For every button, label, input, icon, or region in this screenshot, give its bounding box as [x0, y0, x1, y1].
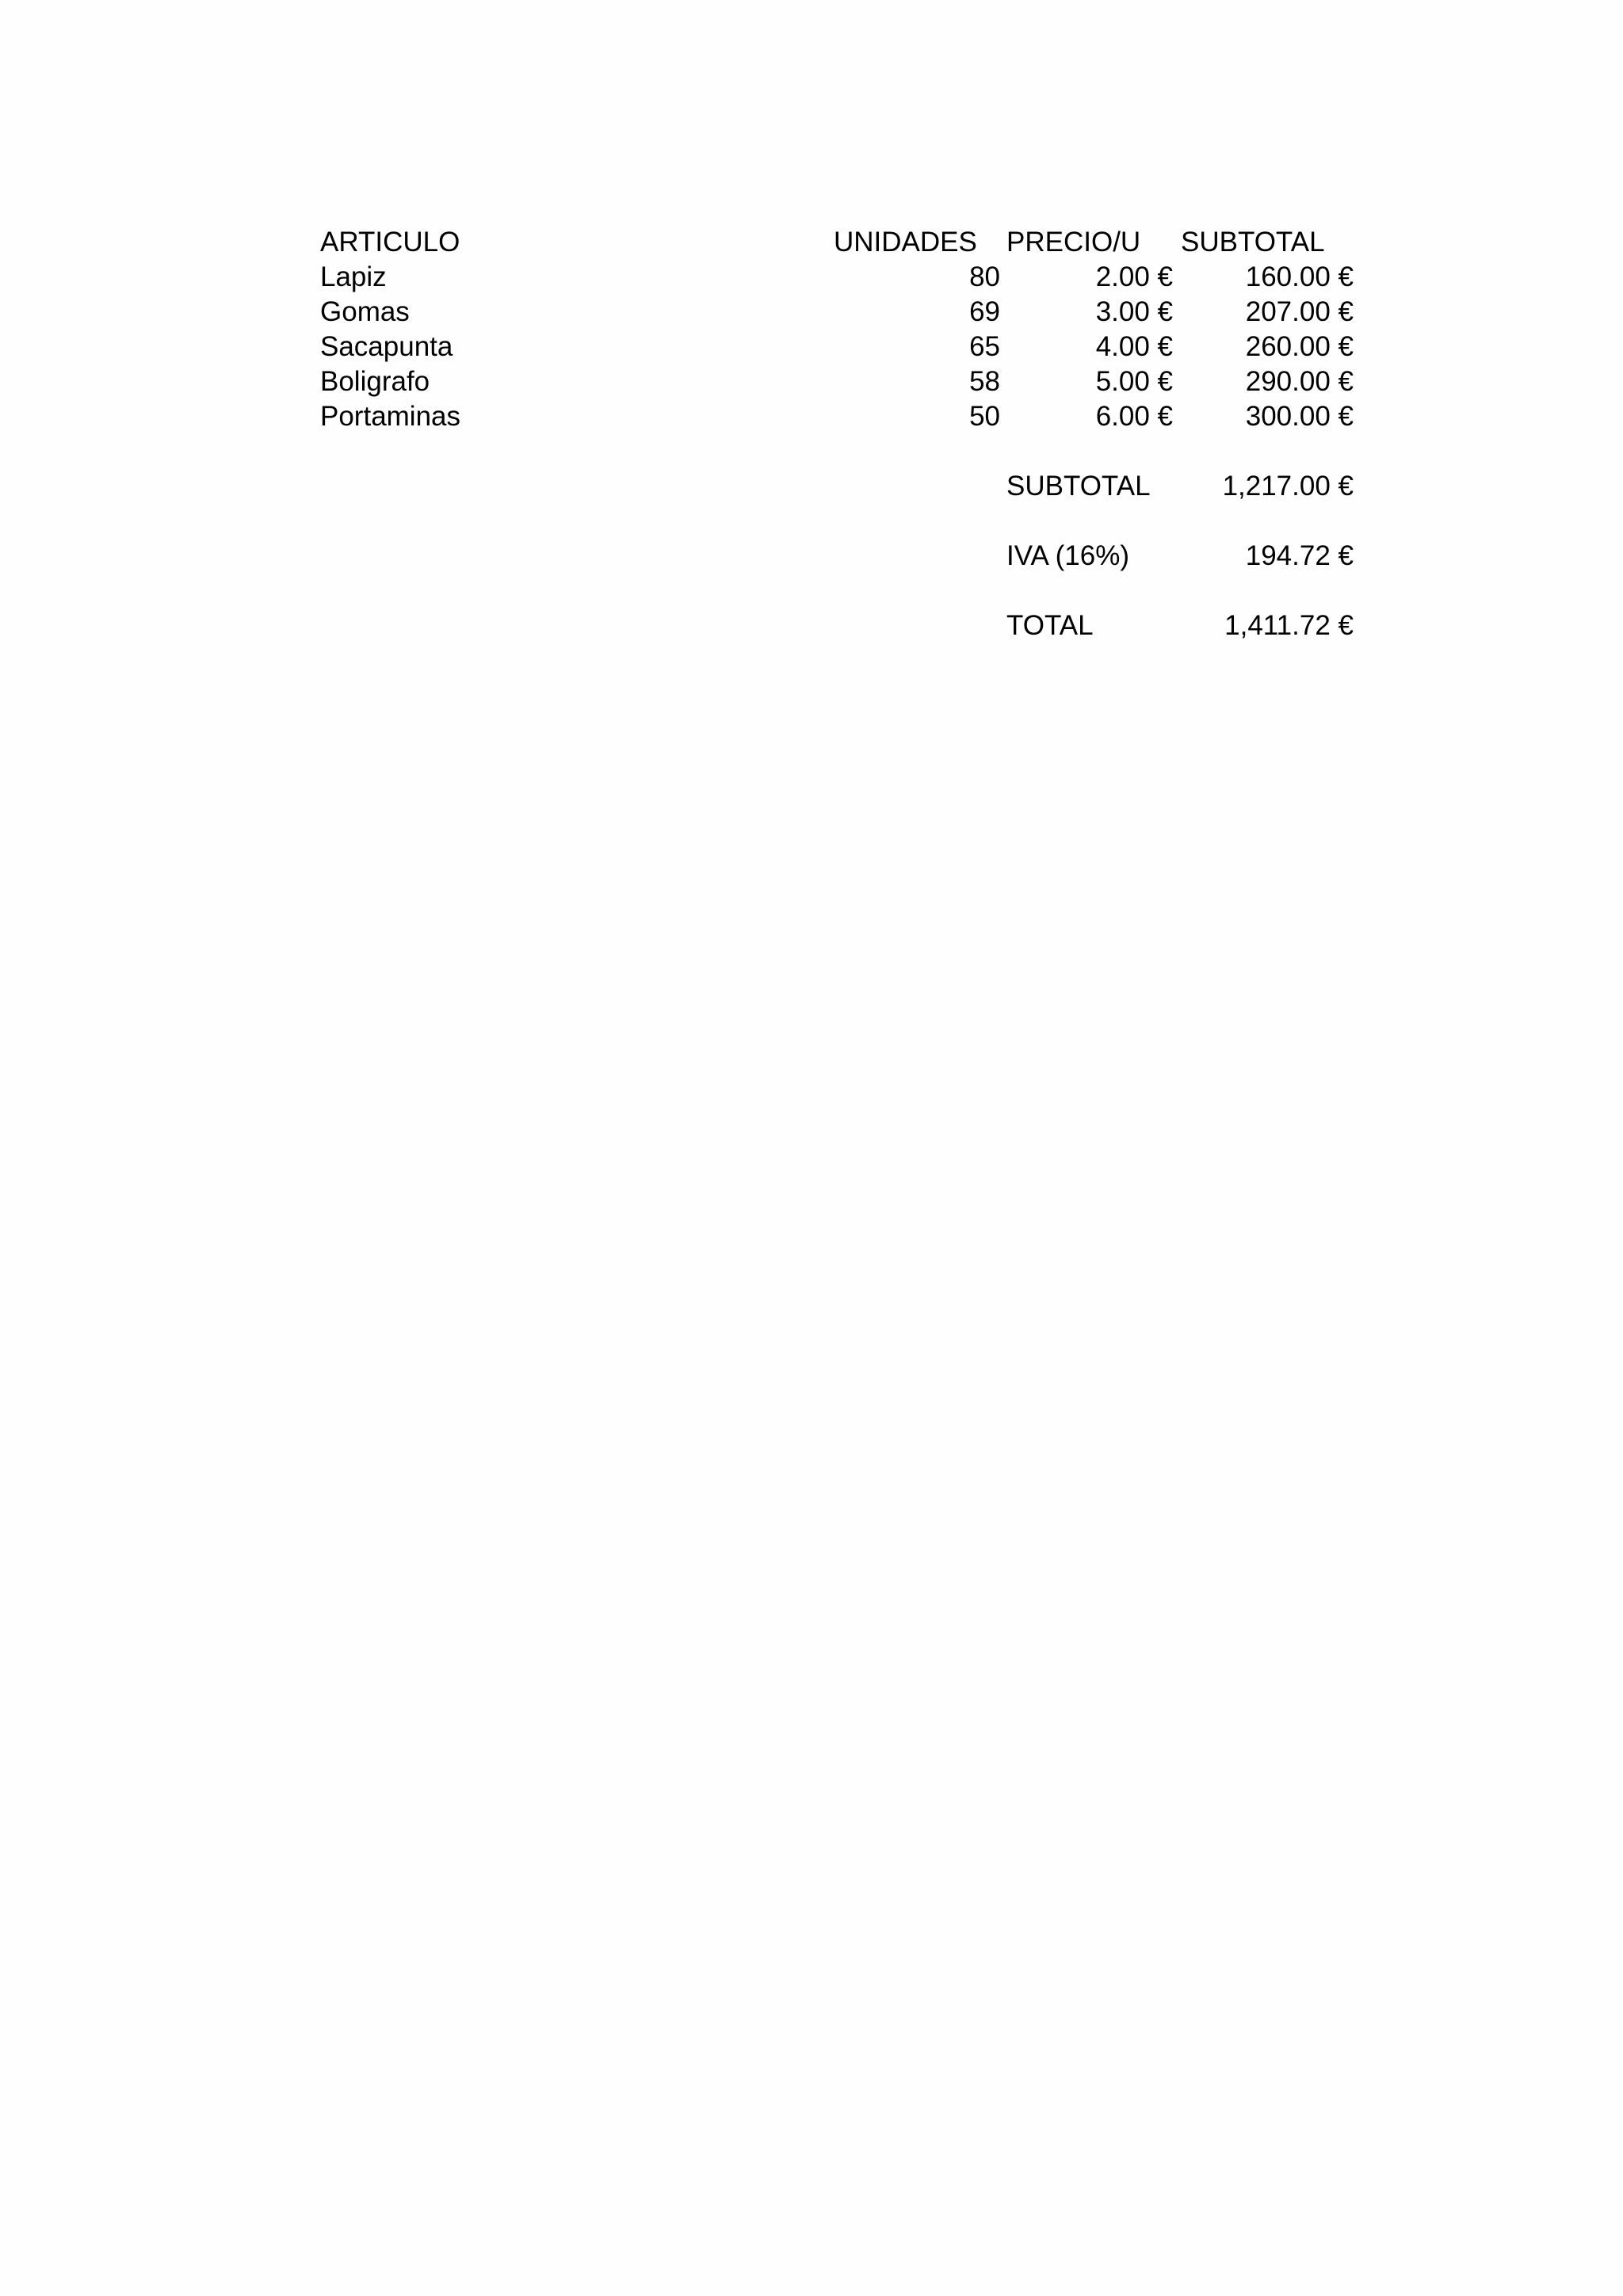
header-articulo: ARTICULO — [320, 227, 460, 257]
row-articulo: Lapiz — [320, 261, 387, 292]
subtotal-value: 1,217.00 € — [1222, 471, 1354, 502]
row-precio: 6.00 € — [1095, 401, 1173, 432]
header-precio: PRECIO/U — [1006, 227, 1141, 257]
row-articulo: Boligrafo — [320, 366, 430, 397]
header-unidades: UNIDADES — [834, 227, 977, 257]
row-subtotal: 207.00 € — [1245, 296, 1354, 327]
row-subtotal: 290.00 € — [1245, 366, 1354, 397]
row-subtotal: 260.00 € — [1245, 331, 1354, 362]
row-unidades: 58 — [969, 366, 1000, 397]
row-subtotal: 300.00 € — [1245, 401, 1354, 432]
row-articulo: Sacapunta — [320, 331, 453, 362]
row-unidades: 69 — [969, 296, 1000, 327]
row-precio: 5.00 € — [1095, 366, 1173, 397]
row-precio: 4.00 € — [1095, 331, 1173, 362]
row-unidades: 65 — [969, 331, 1000, 362]
row-unidades: 80 — [969, 261, 1000, 292]
header-subtotal: SUBTOTAL — [1181, 227, 1325, 257]
row-articulo: Portaminas — [320, 401, 461, 432]
row-articulo: Gomas — [320, 296, 410, 327]
row-unidades: 50 — [969, 401, 1000, 432]
total-value: 1,411.72 € — [1224, 610, 1354, 641]
subtotal-label: SUBTOTAL — [1006, 471, 1151, 502]
row-precio: 3.00 € — [1095, 296, 1173, 327]
iva-label: IVA (16%) — [1006, 540, 1129, 571]
row-subtotal: 160.00 € — [1245, 261, 1354, 292]
row-precio: 2.00 € — [1095, 261, 1173, 292]
total-label: TOTAL — [1006, 610, 1094, 641]
iva-value: 194.72 € — [1245, 540, 1354, 571]
